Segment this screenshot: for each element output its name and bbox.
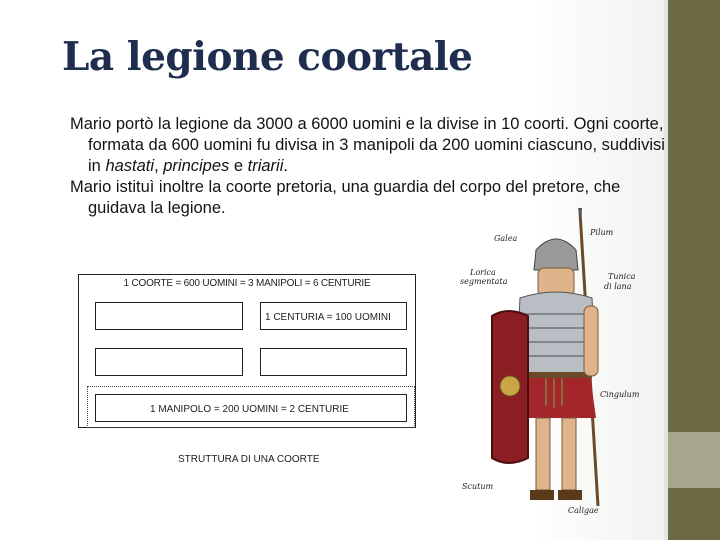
centuria-box (95, 302, 243, 330)
cohort-structure-diagram (78, 272, 418, 472)
label-cingulum: Cingulum (600, 390, 640, 399)
legionary-illustration (458, 206, 650, 526)
term-principes: principes (163, 157, 230, 175)
paragraph-1 (70, 114, 670, 177)
label-scutum: Scutum (462, 482, 494, 491)
centuria-box (95, 348, 243, 376)
label-lorica: Lorica (470, 268, 496, 277)
cohort-header-label: 1 COORTE = 600 UOMINI = 3 MANIPOLI = 6 CENTURIE (123, 278, 371, 289)
label-galea: Galea (494, 234, 518, 243)
label-caligae: Caligae (568, 506, 599, 515)
centuria-label: 1 CENTURIA = 100 UOMINI (265, 312, 391, 323)
diagram-caption: STRUTTURA DI UNA COORTE (178, 454, 320, 465)
label-pilum: Pilum (590, 228, 614, 237)
label-tunica: Tunica (608, 272, 636, 281)
separator: e (229, 157, 248, 175)
manipolo-label: 1 MANIPOLO = 200 UOMINI = 2 CENTURIE (150, 404, 349, 415)
body-text (70, 114, 670, 219)
label-tunica-di-lana: di lana (604, 282, 632, 291)
term-hastati: hastati (105, 157, 155, 175)
label-lorica-segmentata: segmentata (460, 277, 508, 286)
page-title: La legione coortale (62, 34, 473, 80)
period: . (283, 157, 288, 175)
legionary-drawing (458, 206, 650, 526)
paragraph-1-text: Mario portò la legione da 3000 a 6000 uomini e la divise in 10 coorti. Ogni coorte, formata da 600 uomini fu divisa in 3 manipoli da 200 uomini ciascuno, suddivisi in (70, 115, 665, 175)
side-bar-accent (668, 432, 720, 488)
term-triarii: triarii (247, 157, 284, 175)
centuria-box (260, 348, 407, 376)
separator: , (154, 157, 164, 175)
paragraph-2: Mario istituì inoltre la coorte pretoria, una guardia del corpo del pretore, che guidava la legione. (70, 178, 621, 217)
